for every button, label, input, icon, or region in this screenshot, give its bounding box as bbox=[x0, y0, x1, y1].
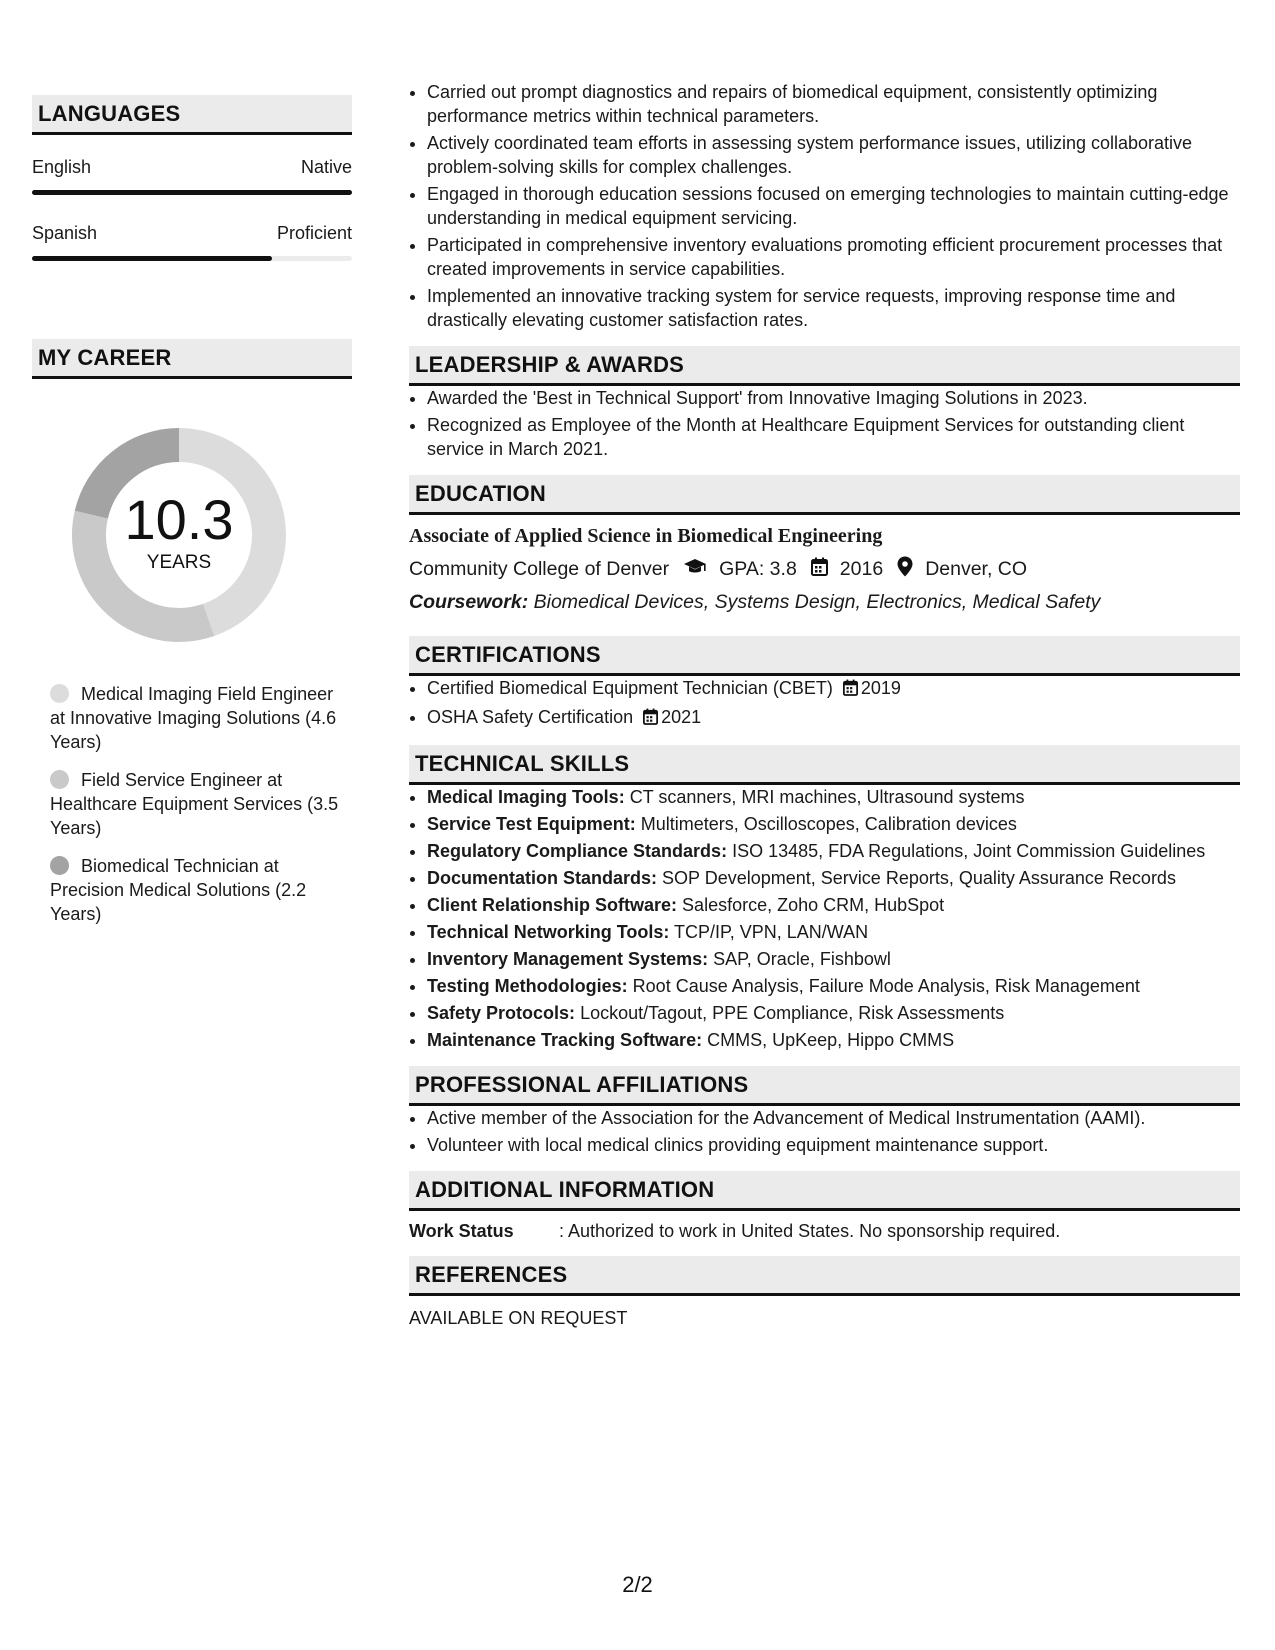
certifications-list bbox=[409, 676, 1240, 731]
calendar-icon bbox=[643, 707, 658, 731]
career-heading: MY CAREER bbox=[32, 339, 352, 379]
certification-year: 2021 bbox=[661, 707, 702, 727]
skills-heading: TECHNICAL SKILLS bbox=[409, 745, 1240, 785]
skill-values: Salesforce, Zoho CRM, HubSpot bbox=[682, 895, 945, 915]
coursework bbox=[409, 591, 1240, 614]
language-name: Spanish bbox=[32, 223, 98, 243]
skill-values: Multimeters, Oscilloscopes, Calibration devices bbox=[640, 814, 1017, 834]
skill-category: Testing Methodologies: bbox=[427, 976, 628, 996]
skill-values: CMMS, UpKeep, Hippo CMMS bbox=[707, 1030, 955, 1050]
skill-values: ISO 13485, FDA Regulations, Joint Commission Guidelines bbox=[732, 841, 1206, 861]
graduation-cap-icon bbox=[683, 558, 707, 582]
skill-category: Service Test Equipment: bbox=[427, 814, 636, 834]
references-heading: REFERENCES bbox=[409, 1256, 1240, 1296]
gpa: GPA: 3.8 bbox=[719, 558, 797, 580]
language-level: Native bbox=[300, 157, 352, 177]
work-status-row bbox=[409, 1221, 1240, 1242]
skill-item bbox=[427, 866, 1240, 890]
skill-item bbox=[427, 947, 1240, 971]
skill-category: Client Relationship Software: bbox=[427, 895, 678, 915]
experience-bullet: • Participated in comprehensive inventory evaluations promoting efficient procurement processes that created improvements in service capabilities. bbox=[427, 233, 1240, 281]
experience-bullet: • Carried out prompt diagnostics and repairs of biomedical equipment, consistently optimizing performance metrics within technical parameters. bbox=[427, 80, 1240, 128]
education-details bbox=[409, 556, 1240, 583]
language-proficiency-fill bbox=[32, 190, 352, 195]
work-status-value: : Authorized to work in United States. No sponsorship required. bbox=[559, 1221, 1061, 1241]
education-heading: EDUCATION bbox=[409, 475, 1240, 515]
career-legend-item bbox=[50, 682, 352, 754]
skill-category: Medical Imaging Tools: bbox=[427, 787, 625, 807]
career-role-label: Field Service Engineer at Healthcare Equipment Services (3.5 Years) bbox=[50, 770, 339, 838]
page-number: 2/2 bbox=[622, 1572, 653, 1597]
degree-title: Associate of Applied Science in Biomedical Engineering bbox=[409, 525, 883, 547]
skill-item bbox=[427, 920, 1240, 944]
location-pin-icon bbox=[897, 556, 913, 583]
skill-item bbox=[427, 839, 1240, 863]
skill-item bbox=[427, 785, 1240, 809]
languages-heading: LANGUAGES bbox=[32, 95, 352, 135]
skill-values: Lockout/Tagout, PPE Compliance, Risk Assessments bbox=[580, 1003, 1005, 1023]
skill-category: Documentation Standards: bbox=[427, 868, 658, 888]
affiliations-heading: PROFESSIONAL AFFILIATIONS bbox=[409, 1066, 1240, 1106]
certification-item bbox=[427, 705, 1240, 731]
experience-bullets bbox=[409, 80, 1240, 332]
legend-dot-icon bbox=[50, 770, 69, 789]
skill-item bbox=[427, 1028, 1240, 1052]
language-item bbox=[32, 223, 352, 261]
certification-name: OSHA Safety Certification bbox=[427, 707, 634, 727]
language-item bbox=[32, 157, 352, 195]
skill-values: Root Cause Analysis, Failure Mode Analysis, Risk Management bbox=[632, 976, 1140, 996]
experience-bullet: • Implemented an innovative tracking system for service requests, improving response time and drastically elevating customer satisfaction rates. bbox=[427, 284, 1240, 332]
skill-item bbox=[427, 1001, 1240, 1025]
skill-category: Maintenance Tracking Software: bbox=[427, 1030, 703, 1050]
award-item: • Awarded the 'Best in Technical Support' from Innovative Imaging Solutions in 2023. bbox=[427, 386, 1240, 410]
left-column bbox=[32, 95, 352, 940]
language-proficiency-fill bbox=[32, 256, 272, 261]
skill-item bbox=[427, 893, 1240, 917]
language-level: Proficient bbox=[276, 223, 352, 243]
career-legend-item bbox=[50, 768, 352, 840]
skill-category: Safety Protocols: bbox=[427, 1003, 576, 1023]
skill-values: SOP Development, Service Reports, Quality Assurance Records bbox=[662, 868, 1176, 888]
language-name: English bbox=[32, 157, 92, 177]
skill-values: TCP/IP, VPN, LAN/WAN bbox=[674, 922, 869, 942]
skills-list bbox=[409, 785, 1240, 1052]
career-role-label: Biomedical Technician at Precision Medical Solutions (2.2 Years) bbox=[50, 856, 307, 924]
career-legend bbox=[50, 682, 352, 926]
certification-item bbox=[427, 676, 1240, 702]
school-name: Community College of Denver bbox=[409, 558, 670, 580]
award-item: • Recognized as Employee of the Month at Healthcare Equipment Services for outstanding client service in March 2021. bbox=[427, 413, 1240, 461]
calendar-icon bbox=[811, 557, 828, 582]
skill-category: Technical Networking Tools: bbox=[427, 922, 670, 942]
career-role-label: Medical Imaging Field Engineer at Innovative Imaging Solutions (4.6 Years) bbox=[50, 684, 337, 752]
skill-category: Inventory Management Systems: bbox=[427, 949, 709, 969]
additional-info-heading: ADDITIONAL INFORMATION bbox=[409, 1171, 1240, 1211]
leadership-list bbox=[409, 386, 1240, 461]
certifications-heading: CERTIFICATIONS bbox=[409, 636, 1240, 676]
legend-dot-icon bbox=[50, 856, 69, 875]
career-legend-item bbox=[50, 854, 352, 926]
work-status-label: Work Status bbox=[409, 1221, 514, 1241]
calendar-icon bbox=[843, 678, 858, 702]
right-column bbox=[409, 80, 1240, 1329]
coursework-list: Biomedical Devices, Systems Design, Electronics, Medical Safety bbox=[533, 591, 1101, 613]
career-total-years: 10.3 bbox=[124, 488, 234, 551]
experience-bullet: • Engaged in thorough education sessions focused on emerging technologies to maintain cutting-edge understanding in medical equipment servicing. bbox=[427, 182, 1240, 230]
language-proficiency-bar bbox=[32, 190, 352, 195]
career-donut-chart bbox=[66, 422, 292, 648]
certification-year: 2019 bbox=[860, 678, 901, 698]
school-location: Denver, CO bbox=[925, 558, 1028, 580]
skill-item bbox=[427, 974, 1240, 998]
leadership-heading: LEADERSHIP & AWARDS bbox=[409, 346, 1240, 386]
experience-bullet: • Actively coordinated team efforts in assessing system performance issues, utilizing collaborative problem-solving skills for complex challenges. bbox=[427, 131, 1240, 179]
certification-name: Certified Biomedical Equipment Technician (CBET) bbox=[427, 678, 833, 698]
skill-values: SAP, Oracle, Fishbowl bbox=[713, 949, 891, 969]
career-years-unit: YEARS bbox=[146, 552, 212, 573]
skill-category: Regulatory Compliance Standards: bbox=[427, 841, 728, 861]
language-proficiency-bar bbox=[32, 256, 352, 261]
legend-dot-icon bbox=[50, 684, 69, 703]
skill-item bbox=[427, 812, 1240, 836]
affiliation-item: • Active member of the Association for the Advancement of Medical Instrumentation (AAMI). bbox=[427, 1106, 1240, 1130]
affiliations-list bbox=[409, 1106, 1240, 1157]
affiliation-item: • Volunteer with local medical clinics providing equipment maintenance support. bbox=[427, 1133, 1240, 1157]
references-text: AVAILABLE ON REQUEST bbox=[409, 1308, 628, 1328]
skill-values: CT scanners, MRI machines, Ultrasound systems bbox=[629, 787, 1025, 807]
graduation-year: 2016 bbox=[839, 558, 884, 580]
coursework-label: Coursework: bbox=[409, 591, 529, 613]
